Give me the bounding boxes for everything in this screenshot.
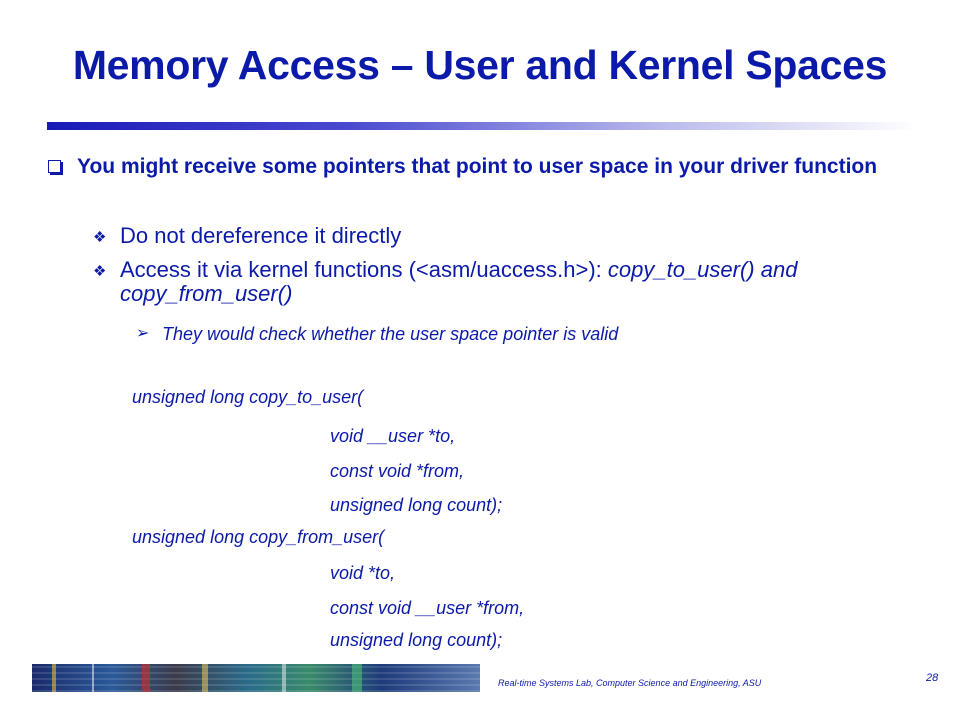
diamond-bullet-icon: ❖ <box>93 229 107 246</box>
bullet-level1 <box>48 151 928 183</box>
code-line: unsigned long copy_to_user( <box>132 387 364 407</box>
code-line: void __user *to, <box>330 426 456 446</box>
bullet-text-plain: Access it via kernel functions (<asm/uaccess.h>): <box>120 257 608 282</box>
code-line: const void *from, <box>330 461 465 481</box>
code-line: void *to, <box>330 563 396 583</box>
slide-title: Memory Access – User and Kernel Spaces <box>72 42 888 88</box>
hollow-square-bullet-icon <box>48 160 61 173</box>
code-line: unsigned long copy_from_user( <box>132 527 385 547</box>
bullet-level2-text: Do not dereference it directly <box>120 223 402 248</box>
footer-text: Real-time Systems Lab, Computer Science and Engineering, ASU <box>498 678 762 688</box>
bullet-level2-text <box>120 258 913 306</box>
bullet-level3 <box>136 322 896 346</box>
code-line: unsigned long count); <box>330 495 503 515</box>
bullet-level3-text: They would check whether the user space pointer is valid <box>162 324 619 344</box>
page-number: 28 <box>926 672 939 684</box>
bullet-level2-item <box>93 258 913 306</box>
bullet-text-italic: copy_to_user() and copy_from_user() <box>120 257 798 306</box>
code-line: unsigned long count); <box>330 630 503 650</box>
bullet-level1-text: You might receive some pointers that point to user space in your driver function <box>77 155 878 178</box>
title-underline-bar <box>47 122 918 130</box>
footer-circuit-board-image <box>32 664 480 692</box>
arrow-bullet-icon: ➢ <box>136 325 150 342</box>
code-line: const void __user *from, <box>330 598 525 618</box>
bullet-level2-item <box>93 224 913 248</box>
diamond-bullet-icon: ❖ <box>93 263 107 280</box>
